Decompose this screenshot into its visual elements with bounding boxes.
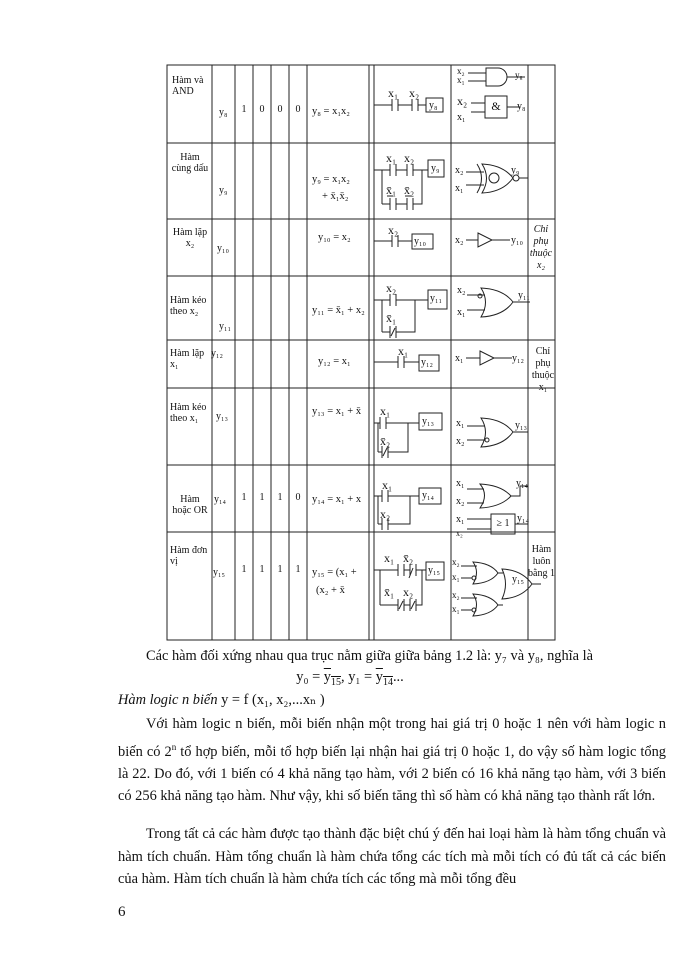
table-grid: [167, 65, 555, 640]
contact-label: x̄₁: [386, 311, 397, 325]
gate-input-label: x₂: [455, 165, 464, 176]
gate-input-label: x₁: [456, 418, 465, 429]
contact-label: x̄₂: [404, 183, 415, 197]
truth-value: 1: [277, 492, 283, 503]
contact-label: x₂: [404, 151, 415, 165]
function-expression-2: + x̄₁x̄₂: [322, 191, 349, 202]
function-expression: y₉ = x₁x₂: [312, 174, 350, 185]
contact-label: x₂: [409, 86, 420, 100]
function-name: Hàm lặp x₂: [172, 227, 208, 249]
function-note: Hàm luôn bằng 1: [528, 544, 555, 579]
eq-mid: , y₁ =: [341, 669, 376, 685]
eq-left: y₀ =: [296, 669, 324, 685]
heading-rest: y = f (x₁, x₂,...xₙ ): [217, 692, 325, 708]
gate-output-label: y₁₄: [517, 513, 529, 524]
gate-input-label: x₂: [456, 496, 465, 507]
symmetry-equation: [0, 669, 700, 688]
gate-output-label: y₁₃: [515, 420, 527, 431]
gate-input-label: x₁: [456, 478, 465, 489]
eq-y15: $\overline{y}$: [323, 669, 331, 685]
or-symbol: ≥ 1: [496, 518, 510, 529]
para1-b: tổ hợp biến, mỗi tổ hợp biến lại nhận hai giá trị 0 hoặc 1, do vậy số hàm logic tổng là 22. Do đó, với 1 biến có 4 khả năng tạo hàm, với 2 biến có 16 khả năng tạo hàm, với 3 biến có 256 khả năng tạo hàm. Như vậy, khi số biến tăng thì số hàm có khả năng tạo thành rất lớn.: [118, 743, 666, 805]
coil-label: y₁₂: [421, 357, 433, 368]
gate-input-label: x₂: [457, 285, 466, 296]
gate-input-label: x₁: [457, 307, 466, 318]
function-name: Hàm lặp x₁: [170, 348, 205, 370]
output-name: y₈: [219, 107, 228, 118]
truth-value: 1: [295, 564, 301, 575]
contact-label: x₂: [388, 223, 399, 237]
para1-sup: n: [171, 741, 177, 752]
function-name: Hàm hoặc OR: [172, 494, 208, 516]
gate-input-label: x₁: [455, 353, 464, 364]
coil-label: y₁₀: [414, 236, 426, 247]
heading-italic: Hàm logic n biến: [118, 692, 218, 708]
function-name: Hàm đơn vị: [170, 545, 208, 567]
contact-label: x₁: [398, 344, 409, 358]
function-name: Hàm kéo theo x₁: [170, 402, 207, 424]
paragraph-1: [118, 713, 666, 808]
coil-label: y₁₄: [422, 490, 434, 501]
truth-value: 1: [241, 104, 247, 115]
gate-output-label: y₁₂: [512, 353, 524, 364]
contact-label: x₂: [380, 507, 391, 521]
output-name: y₉: [219, 185, 228, 196]
eq-y14: $\overline{y}$: [375, 669, 383, 685]
truth-value: 1: [259, 492, 265, 503]
logic-gates: [461, 68, 541, 616]
contact-label: x̄₂: [403, 551, 414, 565]
gate-input-label: x₂: [456, 436, 465, 447]
gate-input-label: x₁: [456, 514, 465, 525]
gate-output-label: y₈: [515, 70, 523, 80]
function-expression: y₁₀ = x₂: [318, 232, 351, 243]
contact-label: x̄₁: [384, 585, 395, 599]
contact-label: x₁: [382, 478, 393, 492]
page-number: 6: [118, 904, 126, 920]
contact-label: x̄₂: [380, 434, 391, 448]
gate-input-label: x₂: [452, 590, 460, 600]
contact-label: x̄₁: [386, 183, 397, 197]
contact-label: x₁: [380, 404, 391, 418]
eq-sub14: 14: [382, 676, 393, 688]
gate-input-label: x₂: [457, 94, 468, 108]
function-name: Hàm và AND: [172, 75, 204, 97]
function-expression: y₁₃ = x₁ + x̄: [312, 406, 362, 417]
gate-input-label: x₂: [455, 235, 464, 246]
gate-output-label: y₁₁: [518, 290, 530, 301]
coil-label: y₁₅: [428, 565, 440, 576]
gate-input-label: x₂: [456, 529, 463, 538]
gate-input-label: x₁: [452, 604, 460, 614]
truth-value: 1: [277, 564, 283, 575]
output-name: y₁₅: [213, 567, 225, 578]
function-expression: y₁₂ = x₁: [318, 356, 351, 367]
eq-end: ...: [392, 669, 404, 685]
gate-output-label: y₁₄: [516, 478, 528, 489]
function-name: Hàm cùng dấu: [171, 152, 209, 174]
truth-value: 0: [295, 104, 301, 115]
gate-output-label: y₁₅: [512, 574, 524, 585]
output-name: y₁₀: [217, 243, 229, 254]
coil-label: y₁₃: [422, 416, 434, 427]
gate-input-label: x₁: [457, 75, 465, 85]
function-expression: y₈ = x₁x₂: [312, 106, 350, 117]
truth-value: 1: [241, 492, 247, 503]
output-name: y₁₄: [214, 494, 226, 505]
and-symbol: &: [491, 99, 501, 113]
function-expression: y₁₁ = x̄₁ + x₂: [312, 305, 365, 316]
coil-label: y₈: [429, 100, 438, 111]
eq-sub15: 15: [331, 676, 341, 688]
truth-value: 1: [241, 564, 247, 575]
function-expression: y₁₄ = x₁ + x: [312, 494, 362, 505]
function-expression-2: (x₂ + x̄: [316, 585, 345, 596]
output-name: y₁₃: [216, 411, 228, 422]
section-heading: [118, 692, 325, 709]
function-note: Chỉ phụ thuộc x₁: [531, 346, 555, 393]
truth-value: 0: [259, 104, 265, 115]
output-name: y₁₂: [211, 348, 223, 359]
contact-label: x₂: [403, 585, 414, 599]
gate-output-label: y₈: [517, 101, 526, 112]
para1-a: Với hàm logic n biến, mỗi biến nhận một trong hai giá trị 0 hoặc 1 nên với hàm logic n biến có 2: [118, 716, 666, 760]
gate-input-label: x₂: [457, 66, 465, 76]
gate-input-label: x₂: [452, 557, 460, 567]
contact-label: x₂: [386, 281, 397, 295]
gate-input-label: x₁: [457, 112, 466, 123]
coil-label: y₁₁: [430, 293, 442, 304]
gate-output-label: y₁₀: [511, 235, 523, 246]
function-note: Chỉ phụ thuộc x₂: [529, 224, 553, 271]
table-caption: Các hàm đối xứng nhau qua trục nằm giữa giữa bảng 1.2 là: y₇ và y₈, nghĩa là: [146, 648, 594, 664]
output-name: y₁₁: [219, 321, 231, 332]
gate-input-label: x₁: [452, 572, 460, 582]
paragraph-2: Trong tất cả các hàm được tạo thành đặc biệt chú ý đến hai loại hàm là hàm tổng chuẩn và hàm tích chuẩn. Hàm tổng chuẩn là hàm chứa tổng các tích mà mỗi tích có đủ tất cả các biến của hàm. Hàm tích chuẩn là hàm chứa tích các tổng mà mỗi tổng đều: [118, 826, 666, 887]
truth-value: 1: [259, 564, 265, 575]
contact-label: x₁: [386, 151, 397, 165]
function-expression: y₁₅ = (x₁ +: [312, 567, 357, 578]
function-name: Hàm kéo theo x₂: [170, 295, 207, 317]
contact-label: x₁: [388, 86, 399, 100]
truth-value: 0: [277, 104, 283, 115]
coil-label: y₉: [431, 163, 440, 174]
contact-label: x₁: [384, 551, 395, 565]
gate-output-label: y₉: [511, 165, 520, 176]
truth-value: 0: [295, 492, 301, 503]
gate-input-label: x₁: [455, 183, 464, 194]
